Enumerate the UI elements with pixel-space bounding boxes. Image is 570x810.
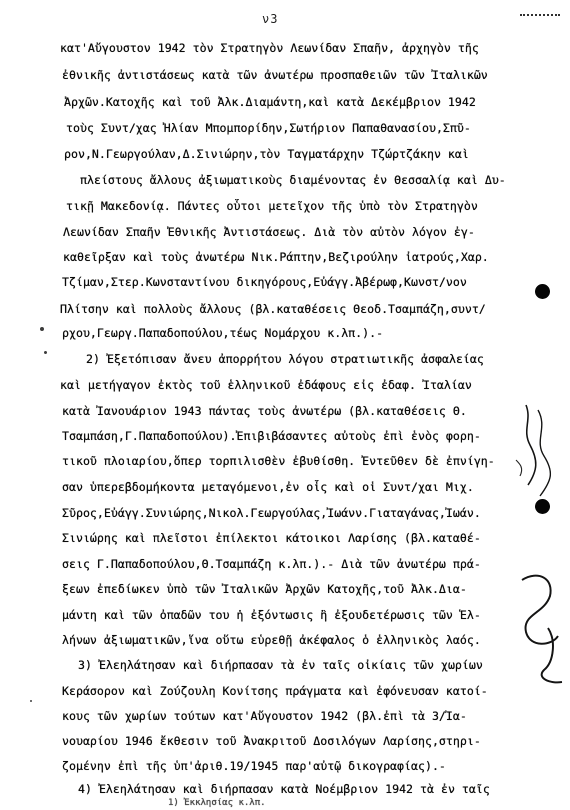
page-number: ν3 bbox=[262, 12, 279, 26]
text-line: 3) Ἐλεηλάτησαν καὶ διήρπασαν τὰ ἐν ταῖς οἰκίαις τῶν χωρίων bbox=[78, 658, 483, 672]
text-line: Κεράσορον καὶ Ζούζουλη Κονίτσης πράγματα καὶ ἐφόνευσαν κατοί- bbox=[62, 684, 488, 698]
text-line: κους τῶν χωρίων τούτων κατ'Αὔγουστον 1942 (βλ.ἐπὶ τὰ 3/Ἰα- bbox=[62, 709, 467, 723]
text-line: Τσαμπάση,Γ.Παπαδοπούλου).Ἐπιβιβάσαντες αὐτοὺς ἐπὶ ἑνὸς φορη- bbox=[62, 429, 481, 443]
text-line: 2) Ἐξετόπισαν ἄνευ ἀπορρήτου λόγου στρατιωτικῆς ἀσφαλείας bbox=[86, 352, 484, 366]
text-line: πλείστους ἄλλους ἀξιωματικοὺς διαμένοντας ἐν Θεσσαλίᾳ καὶ Δυ- bbox=[80, 173, 506, 187]
text-line: Λεωνίδαν Σπαῆν Ἐθνικῆς Ἀντιστάσεως. Διὰ τὸν αὐτὸν λόγον ἐγ- bbox=[63, 225, 475, 239]
text-line: τικοῦ πλοιαρίου,ὅπερ τορπιλισθὲν ἐβυθίσθη. Ἐντεῦθεν δὲ ἐπνίγη- bbox=[62, 454, 495, 468]
text-line: Πλίτσην καὶ πολλοὺς ἄλλους (βλ.καταθέσεις Θεοδ.Τσαμπάζη,συντ/ bbox=[60, 302, 486, 316]
text-line: Σῦρος,Εὐάγγ.Συνιώρης,Νικολ.Γεωργούλας,Ἰωάνν.Γιαταγάνας,Ἰωάν. bbox=[62, 506, 481, 520]
text-line: 1) Ἐκκλησίας κ.λπ. bbox=[168, 798, 266, 808]
scan-speck bbox=[44, 351, 47, 354]
scan-speck bbox=[40, 327, 44, 331]
text-line: τικῇ Μακεδονίᾳ. Πάντες οὗτοι μετεῖχον τῆς ὑπὸ τὸν Στρατηγὸν bbox=[66, 199, 478, 213]
scan-speck bbox=[30, 700, 32, 702]
text-line: ἐθνικῆς ἀντιστάσεως κατὰ τῶν ἀνωτέρω προσπαθειῶν τῶν Ἰταλικῶν bbox=[62, 68, 488, 82]
text-line: 4) Ἐλεηλάτησαν καὶ διήρπασαν κατὰ Νοέμβριον 1942 τὰ ἐν ταῖς bbox=[78, 782, 490, 796]
punch-hole bbox=[535, 284, 550, 299]
text-line: Σινιώρης καὶ πλεῖστοι ἐπίλεκτοι κάτοικοι Λαρίσης (βλ.καταθέ- bbox=[62, 531, 481, 545]
text-line: ρχου,Γεωργ.Παπαδοπούλου,τέως Νομάρχου κ.λπ.).- bbox=[62, 326, 384, 340]
text-line: σαν ὑπερεβδομήκοντα μεταγόμενοι,ἐν οἷς καὶ οἱ Συντ/χαι Μιχ. bbox=[62, 480, 474, 494]
text-line: ζομένην ἐπὶ τῆς ὑπ'ἀριθ.19/1945 παρ'αὐτῷ δικογραφίας).- bbox=[62, 759, 446, 773]
text-line: καὶ μετήγαγον ἐκτὸς τοῦ ἑλληνικοῦ ἐδάφους εἰς ἐδαφ. Ἰταλίαν bbox=[60, 378, 472, 392]
text-line: νουαρίου 1946 ἔκθεσιν τοῦ Ἀνακριτοῦ Δοσιλόγων Λαρίσης,στηρι- bbox=[62, 734, 481, 748]
text-line: Τζίμαν,Στερ.Κωνσταντίνου δικηγόρους,Εὐάγγ.Ἀβέρωφ,Κωνστ/νον bbox=[62, 275, 467, 289]
text-line: ξεων ἐπεδίωκεν ὑπὸ τῶν Ἰταλικῶν Ἀρχῶν Κατοχῆς,τοῦ Ἀλκ.Δια- bbox=[62, 582, 467, 596]
text-line: μάντη καὶ τῶν ὀπαδῶν του ἡ ἐξόντωσις ἢ ἐξουδετέρωσις τῶν Ἑλ- bbox=[62, 608, 481, 622]
text-line: κατὰ Ἰανουάριον 1943 πάντας τοὺς ἀνωτέρω (βλ.καταθέσεις Θ. bbox=[62, 404, 467, 418]
text-line: ρον,Ν.Γεωργούλαν,Δ.Σινιώρην,τὸν Ταγματάρχην Τζώρτζάκην καὶ bbox=[64, 147, 469, 161]
text-line: κατ'Αὔγουστον 1942 τὸν Στρατηγὸν Λεωνίδαν Σπαῆν, ἀρχηγὸν τῆς bbox=[60, 41, 479, 55]
corner-marks bbox=[520, 14, 560, 18]
text-line: καθεῖρξαν καὶ τοὺς ἀνωτέρω Νικ.Ράπτην,Βεζιρούλην ἰατρούς,Χαρ. bbox=[63, 250, 489, 264]
text-line: σεις Γ.Παπαδοπούλου,Θ.Τσαμπάζη κ.λπ.).- Διὰ τῶν ἀνωτέρω πρά- bbox=[62, 557, 481, 571]
handwritten-signature bbox=[508, 400, 568, 700]
text-line: Ἀρχῶν.Κατοχῆς καὶ τοῦ Ἀλκ.Διαμάντη,καὶ κατὰ Δεκέμβριον 1942 bbox=[64, 95, 476, 109]
text-line: τοὺς Συντ/χας Ἠλίαν Μπομπορίδην,Σωτήριον Παπαθανασίου,Σπῦ- bbox=[66, 121, 471, 135]
text-line: λήνων ἀξιωματικῶν,ἵνα οὕτω εὑρεθῇ ἀκέφαλος ὁ ἑλληνικὸς λαός. bbox=[62, 633, 481, 647]
